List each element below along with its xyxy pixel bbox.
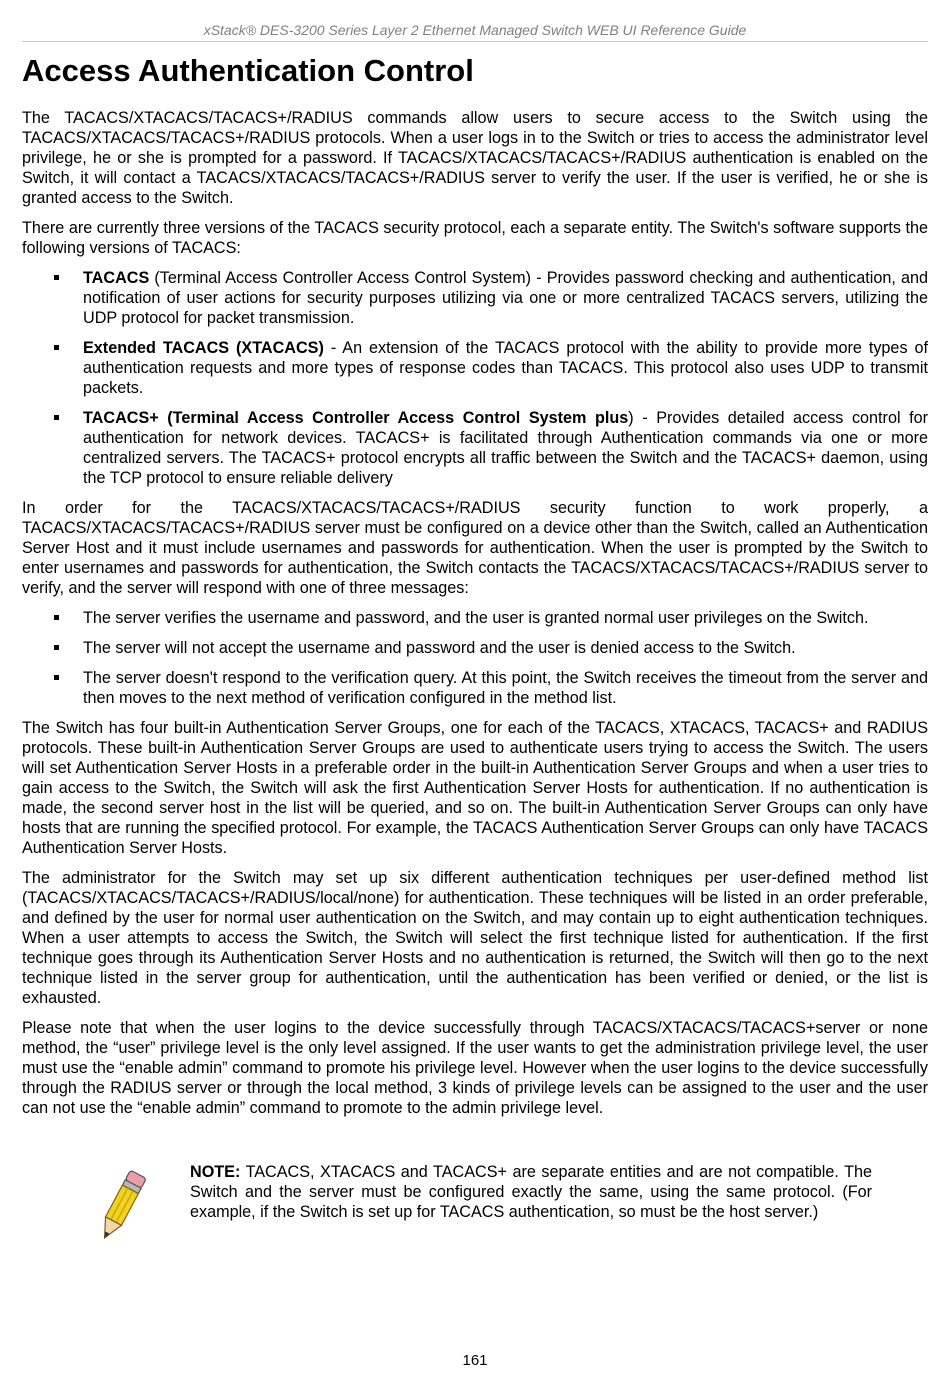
- bullet-icon: [54, 345, 59, 350]
- versions-intro-paragraph: There are currently three versions of the TACACS security protocol, each a separate entity. The Switch's software supports the following versions of TACACS:: [22, 219, 928, 257]
- running-header: xStack® DES-3200 Series Layer 2 Ethernet Managed Switch WEB UI Reference Guide: [22, 22, 928, 42]
- note-label: NOTE:: [190, 1163, 241, 1181]
- server-messages-list: [22, 608, 928, 708]
- page-number: 161: [462, 1352, 488, 1369]
- bullet-icon: [54, 645, 59, 650]
- method-list-paragraph: The administrator for the Switch may set up six different authentication techniques per user-defined method list (TACACS/XTACACS/TACACS+/RADIUS/local/none) for authentication. These techniques will be listed in an order preferable, and defined by the user for normal user authentication on the Switch, and may contain up to eight authentication techniques. When a user attempts to access the Switch, the Switch will select the first technique listed for authentication. If the first technique goes through its Authentication Server Hosts and no authentication is returned, the Switch will then go to the next technique listed in the server group for authentication, until the authentication has been verified or denied, or the list is exhausted.: [22, 869, 928, 1007]
- version-term: Extended TACACS (XTACACS): [83, 339, 324, 357]
- version-term: TACACS: [83, 269, 150, 287]
- list-item: [22, 338, 928, 398]
- message-text: The server verifies the username and password, and the user is granted normal user privileges on the Switch.: [83, 609, 869, 627]
- note-box: [90, 1162, 872, 1248]
- server-requirement-paragraph: In order for the TACACS/XTACACS/TACACS+/RADIUS security function to work properly, a TACACS/XTACACS/TACACS+/RADIUS server must be configured on a device other than the Switch, called an Authentication Server Host and it must include usernames and passwords for authentication. When the user is prompted by the Switch to enter usernames and passwords for authentication, the Switch contacts the TACACS/XTACACS/TACACS+/RADIUS server to verify, and the server will respond with one of three messages:: [22, 499, 928, 597]
- page-title: Access Authentication Control: [22, 53, 474, 88]
- version-description: - An extension of the TACACS protocol with the ability to provide more types of authentication requests and more types of response codes than TACACS. This protocol also uses UDP to transmit packets.: [83, 339, 928, 397]
- list-item: [22, 638, 928, 658]
- privilege-level-paragraph: Please note that when the user logins to the device successfully through TACACS/XTACACS/TACACS+server or none method, the “user” privilege level is the only level assigned. If the user wants to get the administration privilege level, the user must use the “enable admin” command to promote his privilege level. However when the user logins to the device successfully through the RADIUS server or through the local method, 3 kinds of privilege levels can be assigned to the user and the user can not use the “enable admin” command to promote to the admin privilege level.: [22, 1019, 928, 1117]
- version-description: ) - Provides detailed access control for authentication for network devices. TACACS+ is facilitated through Authentication commands via one or more centralized servers. The TACACS+ protocol encrypts all traffic between the Switch and the TACACS+ daemon, using the TCP protocol to ensure reliable delivery: [83, 409, 928, 487]
- bullet-icon: [54, 415, 59, 420]
- message-text: The server doesn't respond to the verification query. At this point, the Switch receives the timeout from the server and then moves to the next method of verification configured in the method list.: [83, 669, 928, 707]
- list-item: [22, 408, 928, 488]
- list-item: [22, 608, 928, 628]
- version-description: (Terminal Access Controller Access Control System) - Provides password checking and authentication, and notification of user actions for security purposes utilizing via one or more centralized TACACS servers, utilizing the UDP protocol for packet transmission.: [83, 269, 928, 327]
- pencil-icon: [90, 1166, 152, 1248]
- tacacs-versions-list: [22, 268, 928, 488]
- main-content: [22, 108, 928, 1128]
- message-text: The server will not accept the username and password and the user is denied access to the Switch.: [83, 639, 796, 657]
- note-text: [190, 1162, 872, 1222]
- bullet-icon: [54, 675, 59, 680]
- bullet-icon: [54, 275, 59, 280]
- list-item: [22, 268, 928, 328]
- list-item: [22, 668, 928, 708]
- intro-paragraph: The TACACS/XTACACS/TACACS+/RADIUS commands allow users to secure access to the Switch using the TACACS/XTACACS/TACACS+/RADIUS protocols. When a user logs in to the Switch or tries to access the administrator level privilege, he or she is prompted for a password. If TACACS/XTACACS/TACACS+/RADIUS authentication is enabled on the Switch, it will contact a TACACS/XTACACS/TACACS+/RADIUS server to verify the user. If the user is verified, he or she is granted access to the Switch.: [22, 109, 928, 207]
- server-groups-paragraph: The Switch has four built-in Authentication Server Groups, one for each of the TACACS, XTACACS, TACACS+ and RADIUS protocols. These built-in Authentication Server Groups are used to authenticate users trying to access the Switch. The users will set Authentication Server Hosts in a preferable order in the built-in Authentication Server Groups and when a user tries to gain access to the Switch, the Switch will ask the first Authentication Server Hosts for authentication. If no authentication is made, the second server host in the list will be queried, and so on. The built-in Authentication Server Groups can only have hosts that are running the specified protocol. For example, the TACACS Authentication Server Groups can only have TACACS Authentication Server Hosts.: [22, 719, 928, 857]
- bullet-icon: [54, 615, 59, 620]
- note-body: TACACS, XTACACS and TACACS+ are separate entities and are not compatible. The Switch and the server must be configured exactly the same, using the same protocol. (For example, if the Switch is set up for TACACS authentication, so must be the host server.): [190, 1163, 872, 1221]
- version-term: TACACS+ (Terminal Access Controller Access Control System plus: [83, 409, 629, 427]
